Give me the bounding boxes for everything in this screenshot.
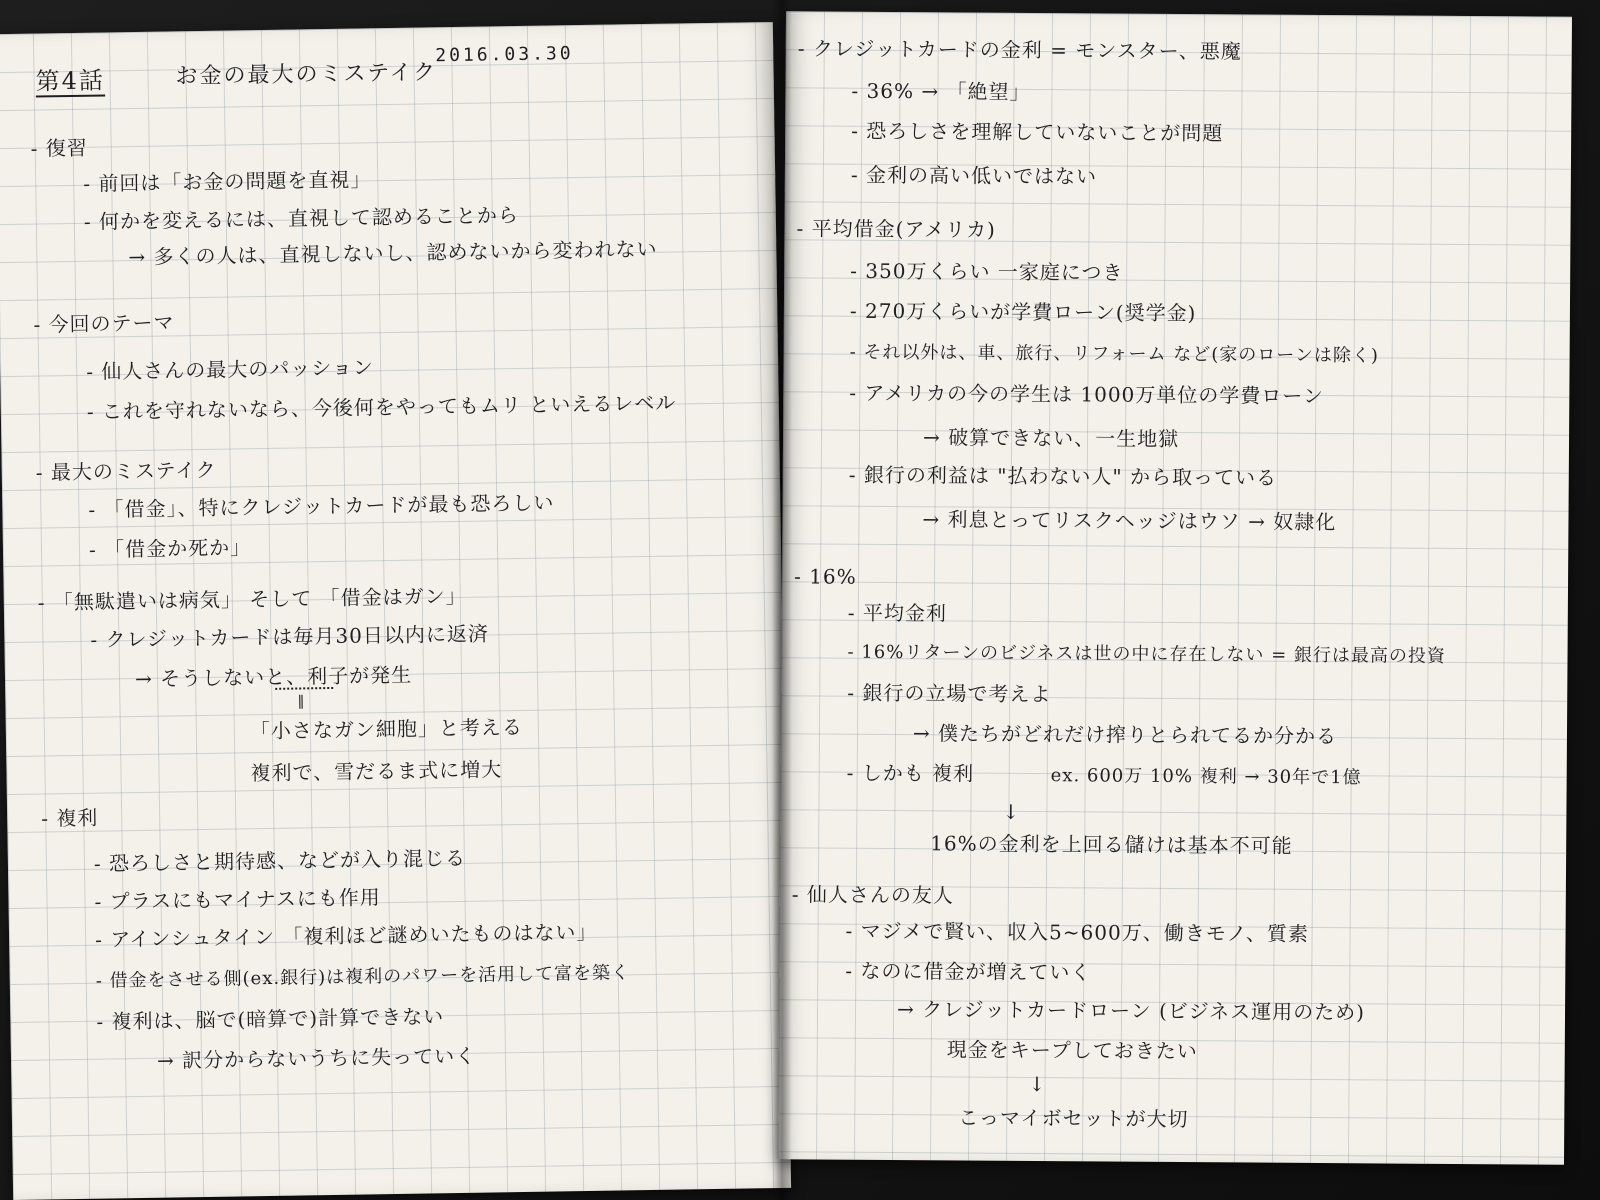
- note-line: - 何かを変えるには、直視して認めることから: [83, 202, 520, 234]
- note-line: - 復習: [30, 135, 88, 161]
- note-line: ex. 600万 10% 複利 → 30年で1億: [1050, 765, 1362, 789]
- note-line: - 銀行の立場で考えよ: [847, 680, 1052, 707]
- note-line: - 16%: [793, 564, 857, 589]
- note-line: - これを守れないなら、今後何をやってもムリ といえるレベル: [86, 390, 677, 424]
- equals-mark: ‖: [297, 693, 305, 710]
- note-line: - 350万くらい 一家庭につき: [850, 258, 1124, 285]
- note-line: → 訳分からないうちに失っていく: [156, 1043, 477, 1073]
- note-line: - 「無駄遣いは病気」 そして 「借金はガン」: [37, 583, 467, 615]
- note-line: - 「借金」、特にクレジットカードが最も恐ろしい: [88, 490, 555, 522]
- note-line: - マジメで賢い、収入5~600万、働きモノ、質素: [845, 918, 1310, 946]
- note-line: - 仙人さんの友人: [791, 882, 955, 908]
- note-line: こっマイボセットが大切: [958, 1105, 1189, 1132]
- note-line: - 最大のミステイク: [35, 457, 217, 485]
- note-line: → 多くの人は、直視しないし、認めないから変われない: [128, 236, 658, 270]
- arrow-down: ↓: [1028, 1071, 1047, 1097]
- note-line: - 恐ろしさを理解していないことが問題: [851, 118, 1224, 146]
- note-line: - 今回のテーマ: [33, 310, 175, 337]
- note-line: - 金利の高い低いではない: [850, 162, 1098, 189]
- note-line: 「小さなガン細胞」と考える: [249, 714, 524, 744]
- notebook-gutter: [772, 0, 792, 1200]
- note-line: - 借金をさせる側(ex.銀行)は複利のパワーを活用して富を築く: [95, 962, 631, 992]
- note-line: - 36% → 「絶望」: [851, 78, 1031, 104]
- note-line: → 利息とってリスクヘッジはウソ → 奴隷化: [922, 507, 1337, 535]
- note-line: → クレジットカードローン (ビジネス運用のため): [896, 997, 1366, 1025]
- note-line: - プラスにもマイナスにも作用: [94, 885, 382, 914]
- note-line: 現金をキープしておきたい: [946, 1037, 1198, 1064]
- note-line: - それ以外は、車、旅行、リフォーム など(家のローンは除く): [849, 341, 1380, 367]
- note-line: - 複利は、脳で(暗算で)計算できない: [96, 1004, 445, 1034]
- note-line: - 前回は「お金の問題を直視」: [83, 167, 372, 196]
- arrow-down: ↓: [1002, 799, 1021, 824]
- note-line: → 僕たちがどれだけ搾りとられてるか分かる: [912, 721, 1338, 749]
- note-line: - 複利: [41, 805, 99, 831]
- note-line: - 270万くらいが学費ローン(奨学金): [849, 298, 1197, 326]
- notebook-right-page: [778, 11, 1572, 1164]
- note-line: - 「借金か死か」: [88, 535, 252, 562]
- note-line: 複利で、雪だるま式に増大: [250, 757, 503, 786]
- page-date: 2016.03.30: [435, 43, 574, 67]
- note-line: - 16%リターンのビジネスは世の中に存在しない = 銀行は最高の投資: [847, 641, 1447, 667]
- episode-label: 第4話: [35, 66, 106, 96]
- note-line: - アインシュタイン 「複利ほど謎めいたものはない」: [94, 919, 598, 952]
- note-line: - アメリカの今の学生は 1000万単位の学費ローン: [849, 380, 1325, 409]
- note-line: → そうしないと、利子が発生: [134, 662, 413, 692]
- note-line: → 破算できない、一生地獄: [922, 425, 1180, 452]
- note-line: - クレジットカードの金利 = モンスター、悪魔: [797, 36, 1242, 64]
- note-line: - なのに借金が増えていく: [845, 958, 1092, 985]
- note-line: - クレジットカードは毎月30日以内に返済: [90, 621, 490, 652]
- note-line: - 平均借金(アメリカ): [796, 216, 996, 242]
- page-title: お金の最大のミステイク: [175, 60, 438, 90]
- note-line: - 銀行の利益は "払わない人" から取っている: [848, 462, 1278, 490]
- note-line: - 恐ろしさと期待感、などが入り混じる: [93, 845, 467, 876]
- note-line: - 仙人さんの最大のパッション: [86, 355, 375, 384]
- note-line: - しかも 複利: [846, 760, 975, 786]
- note-line: - 平均金利: [847, 600, 948, 626]
- underline-mark: [275, 687, 333, 690]
- notebook-left-page: [0, 22, 791, 1200]
- note-line: 16%の金利を上回る儲けは基本不可能: [930, 831, 1293, 858]
